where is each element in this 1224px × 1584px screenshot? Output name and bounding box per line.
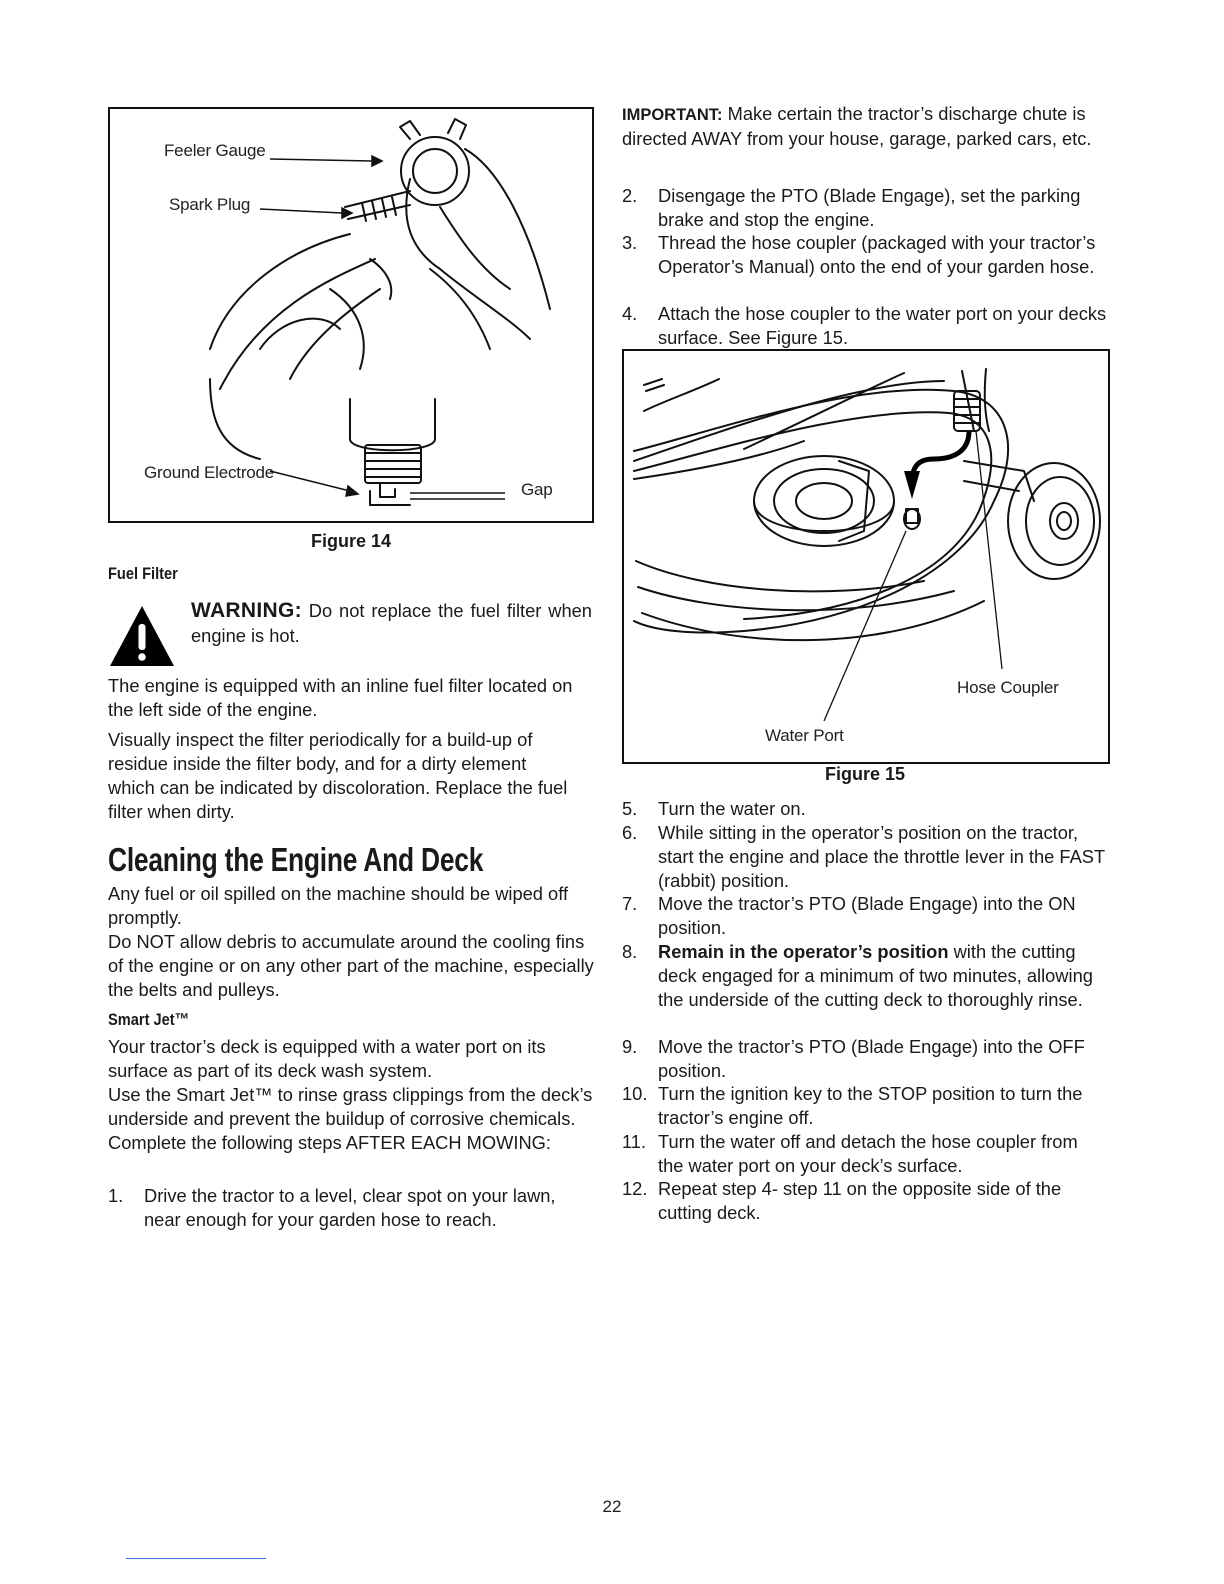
step-text: Repeat step 4- step 11 on the opposite side of the cutting deck. [658, 1178, 1062, 1223]
step-number: 8. [622, 941, 638, 962]
step-text: Turn the ignition key to the STOP position to turn the tractor’s engine off. [658, 1083, 1083, 1128]
figure-14 [108, 107, 594, 523]
step-text: While sitting in the operator’s position on the tractor, start the engine and place the throttle lever in the FAST (rabbit) position. [658, 822, 1105, 891]
fuel-filter-heading: Fuel Filter [108, 564, 178, 583]
step-8 [622, 940, 1108, 1036]
important-text: Make certain the tractor’s discharge chute is directed AWAY from your house, garage, parked cars, etc. [622, 103, 1092, 149]
step-text: Disengage the PTO (Blade Engage), set the parking brake and stop the engine. [658, 185, 1081, 230]
step-number: 6. [622, 822, 638, 843]
step-12 [622, 1177, 1108, 1225]
cleaning-heading: Cleaning the Engine And Deck [108, 841, 484, 878]
smart-jet-heading: Smart Jet™ [108, 1010, 190, 1029]
warning-triangle-icon [108, 604, 176, 668]
step-number: 7. [622, 893, 638, 914]
step-5 [622, 797, 1108, 821]
warning-block [108, 598, 594, 668]
page-number: 22 [602, 1497, 622, 1516]
step-number: 2. [622, 185, 638, 206]
step-7 [622, 892, 1108, 940]
footer-rule [126, 1558, 266, 1559]
step-10 [622, 1082, 1108, 1130]
important-note [622, 102, 1108, 151]
spark-plug-label: Spark Plug [169, 195, 251, 214]
cleaning-para-1: Any fuel or oil spilled on the machine should be wiped off promptly. [108, 883, 569, 928]
feeler-gauge-label: Feeler Gauge [164, 141, 266, 160]
ground-electrode-label: Ground Electrode [144, 463, 275, 482]
smart-jet-para-2: Use the Smart Jet™ to rinse grass clippings from the deck’s underside and prevent the buildup of corrosive chemicals. Complete the following steps AFTER EACH MOWING: [108, 1084, 593, 1153]
fuel-filter-para-2: Visually inspect the filter periodically for a build-up of residue inside the filter body, and for a dirty element which can be indicated by discoloration. Replace the fuel filter when dirty. [108, 729, 568, 822]
step-number: 9. [622, 1036, 638, 1057]
water-port-label: Water Port [765, 726, 844, 745]
step-text: Thread the hose coupler (packaged with your tractor’s Operator’s Manual) onto the end of your garden hose. [658, 232, 1096, 277]
figure-14-caption: Figure 14 [310, 531, 392, 551]
step-3 [622, 231, 1108, 303]
step-text: Move the tractor’s PTO (Blade Engage) into the ON position. [658, 893, 1076, 938]
smart-jet-para-1: Your tractor’s deck is equipped with a water port on its surface as part of its deck wash system. [108, 1036, 546, 1081]
fuel-filter-para-1: The engine is equipped with an inline fuel filter located on the left side of the engine. [108, 675, 573, 720]
step-8-rest: with the cutting deck engaged for a minimum of two minutes, allowing the underside of the cutting deck to thoroughly rinse. [658, 941, 1093, 1010]
step-9 [622, 1035, 1108, 1083]
figure-15 [622, 349, 1110, 764]
step-6 [622, 821, 1108, 893]
deck-illustration [624, 351, 1108, 762]
step-number: 3. [622, 232, 638, 253]
step-text: Turn the water off and detach the hose coupler from the water port on your deck’s surface. [658, 1131, 1078, 1176]
cleaning-para-2: Do NOT allow debris to accumulate around the cooling fins of the engine or on any other part of the machine, especially the belts and pulleys. [108, 931, 594, 1000]
step-number: 1. [108, 1185, 124, 1206]
step-1 [108, 1184, 594, 1232]
gap-label: Gap [521, 480, 553, 499]
step-11 [622, 1130, 1108, 1178]
step-2 [622, 184, 1108, 232]
step-number: 10. [622, 1083, 648, 1104]
figure-15-caption: Figure 15 [824, 764, 906, 784]
step-number: 5. [622, 798, 638, 819]
important-label: IMPORTANT: [622, 106, 723, 124]
spark-plug-illustration [110, 109, 592, 521]
step-number: 11. [622, 1131, 647, 1152]
step-number: 12. [622, 1178, 648, 1199]
step-text: Attach the hose coupler to the water port on your decks surface. See Figure 15. [658, 303, 1107, 348]
step-number: 4. [622, 303, 638, 324]
warning-text: WARNING: Do not replace the fuel filter when engine is hot. [191, 599, 592, 646]
hose-coupler-label: Hose Coupler [957, 678, 1059, 697]
step-4 [622, 302, 1108, 350]
step-8-emphasis: Remain in the operator’s position [658, 941, 949, 962]
step-text [658, 940, 1108, 1012]
step-text: Move the tractor’s PTO (Blade Engage) into the OFF position. [658, 1036, 1085, 1081]
step-text: Drive the tractor to a level, clear spot on your lawn, near enough for your garden hose to reach. [144, 1185, 556, 1230]
step-text: Turn the water on. [658, 798, 806, 819]
